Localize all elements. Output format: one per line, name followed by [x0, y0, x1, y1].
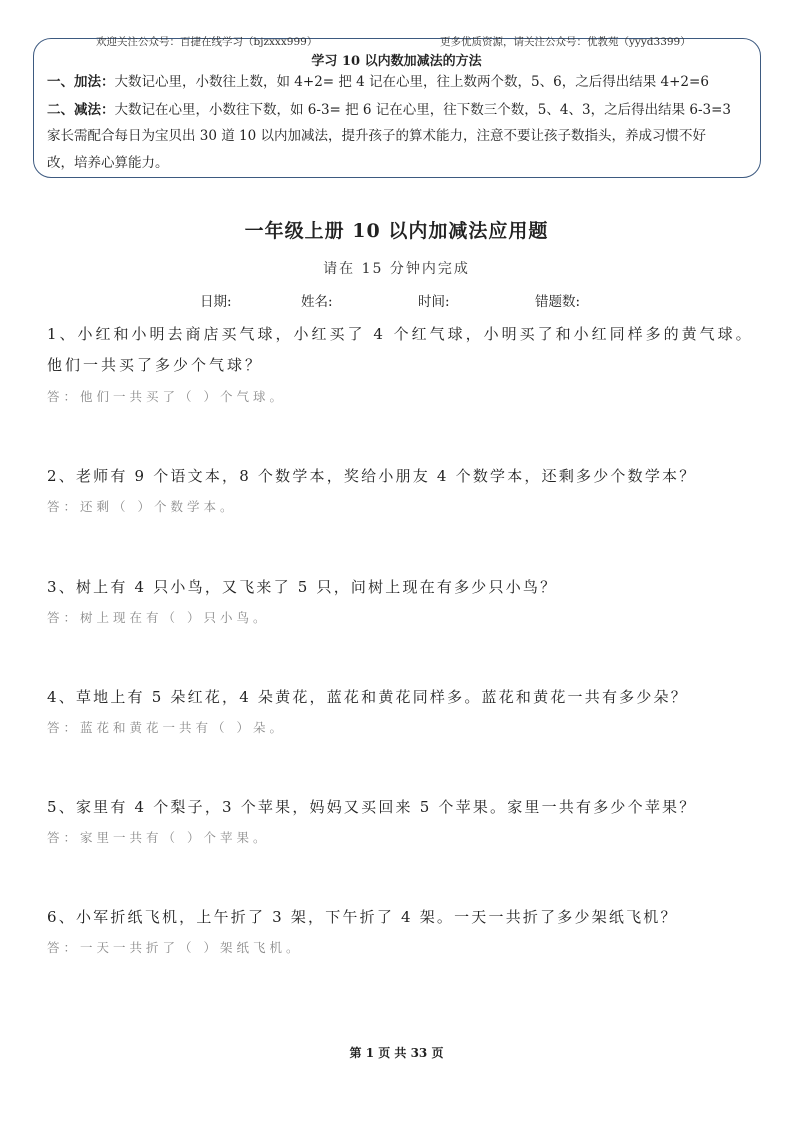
name-label: 姓名:	[301, 294, 333, 310]
answer-5: 答：家里一共有（ ）个苹果。	[47, 830, 270, 845]
addition-method	[47, 70, 709, 90]
time-label: 时间:	[418, 294, 450, 310]
answer-6: 答：一天一共折了（ ）架纸飞机。	[47, 940, 303, 955]
worksheet-title: 一年级上册 10 以内加减法应用题	[244, 220, 549, 242]
subtraction-label: 二、减法：	[47, 102, 115, 118]
parent-note-line2: 改，培养心算能力。	[47, 155, 169, 171]
header-left-note: 欢迎关注公众号：百捷在线学习（bjzxxx999）	[96, 36, 318, 48]
errors-label: 错题数:	[535, 294, 581, 310]
page-number: 第 1 页 共 33 页	[349, 1046, 444, 1060]
parent-note-line1: 家长需配合每日为宝贝出 30 道 10 以内加减法，提升孩子的算术能力，注意不要让孩子数指头，养成习惯不好	[47, 128, 707, 144]
method-title: 学习 10 以内数加减法的方法	[311, 54, 482, 69]
subtraction-text: 大数记在心里，小数往下数，如 6-3= 把 6 记在心里，往下数三个数，5、4、3，之后得出结果 6-3=3	[114, 102, 732, 118]
question-1-line1: 1、小红和小明去商店买气球，小红买了 4 个红气球，小明买了和小红同样多的黄气球。	[47, 325, 754, 343]
header-right-note: 更多优质资源，请关注公众号：优教苑（yyyd3399）	[440, 36, 691, 48]
question-6: 6、小军折纸飞机，上午折了 3 架，下午折了 4 架。一天一共折了多少架纸飞机？	[47, 908, 678, 926]
addition-text: 大数记心里，小数往上数，如 4+2= 把 4 记在心里，往上数两个数，5、6，之后得出结果 4+2=6	[114, 74, 709, 90]
question-4: 4、草地上有 5 朵红花，4 朵黄花，蓝花和黄花同样多。蓝花和黄花一共有多少朵？	[47, 688, 688, 706]
addition-label: 一、加法：	[47, 74, 115, 90]
question-5: 5、家里有 4 个梨子，3 个苹果，妈妈又买回来 5 个苹果。家里一共有多少个苹果？	[47, 798, 697, 816]
date-label: 日期:	[200, 294, 232, 310]
answer-4: 答：蓝花和黄花一共有（ ）朵。	[47, 720, 286, 735]
answer-1: 答：他们一共买了（ ）个气球。	[47, 389, 286, 404]
question-3: 3、树上有 4 只小鸟，又飞来了 5 只，问树上现在有多少只小鸟？	[47, 578, 558, 596]
subtraction-method	[47, 98, 731, 118]
question-2: 2、老师有 9 个语文本，8 个数学本，奖给小朋友 4 个数学本，还剩多少个数学本？	[47, 467, 697, 485]
worksheet-subtitle: 请在 15 分钟内完成	[323, 261, 470, 277]
answer-2: 答：还剩（ ）个数学本。	[47, 499, 237, 514]
answer-3: 答：树上现在有（ ）只小鸟。	[47, 610, 270, 625]
question-1-line2: 他们一共买了多少个气球？	[47, 356, 264, 374]
